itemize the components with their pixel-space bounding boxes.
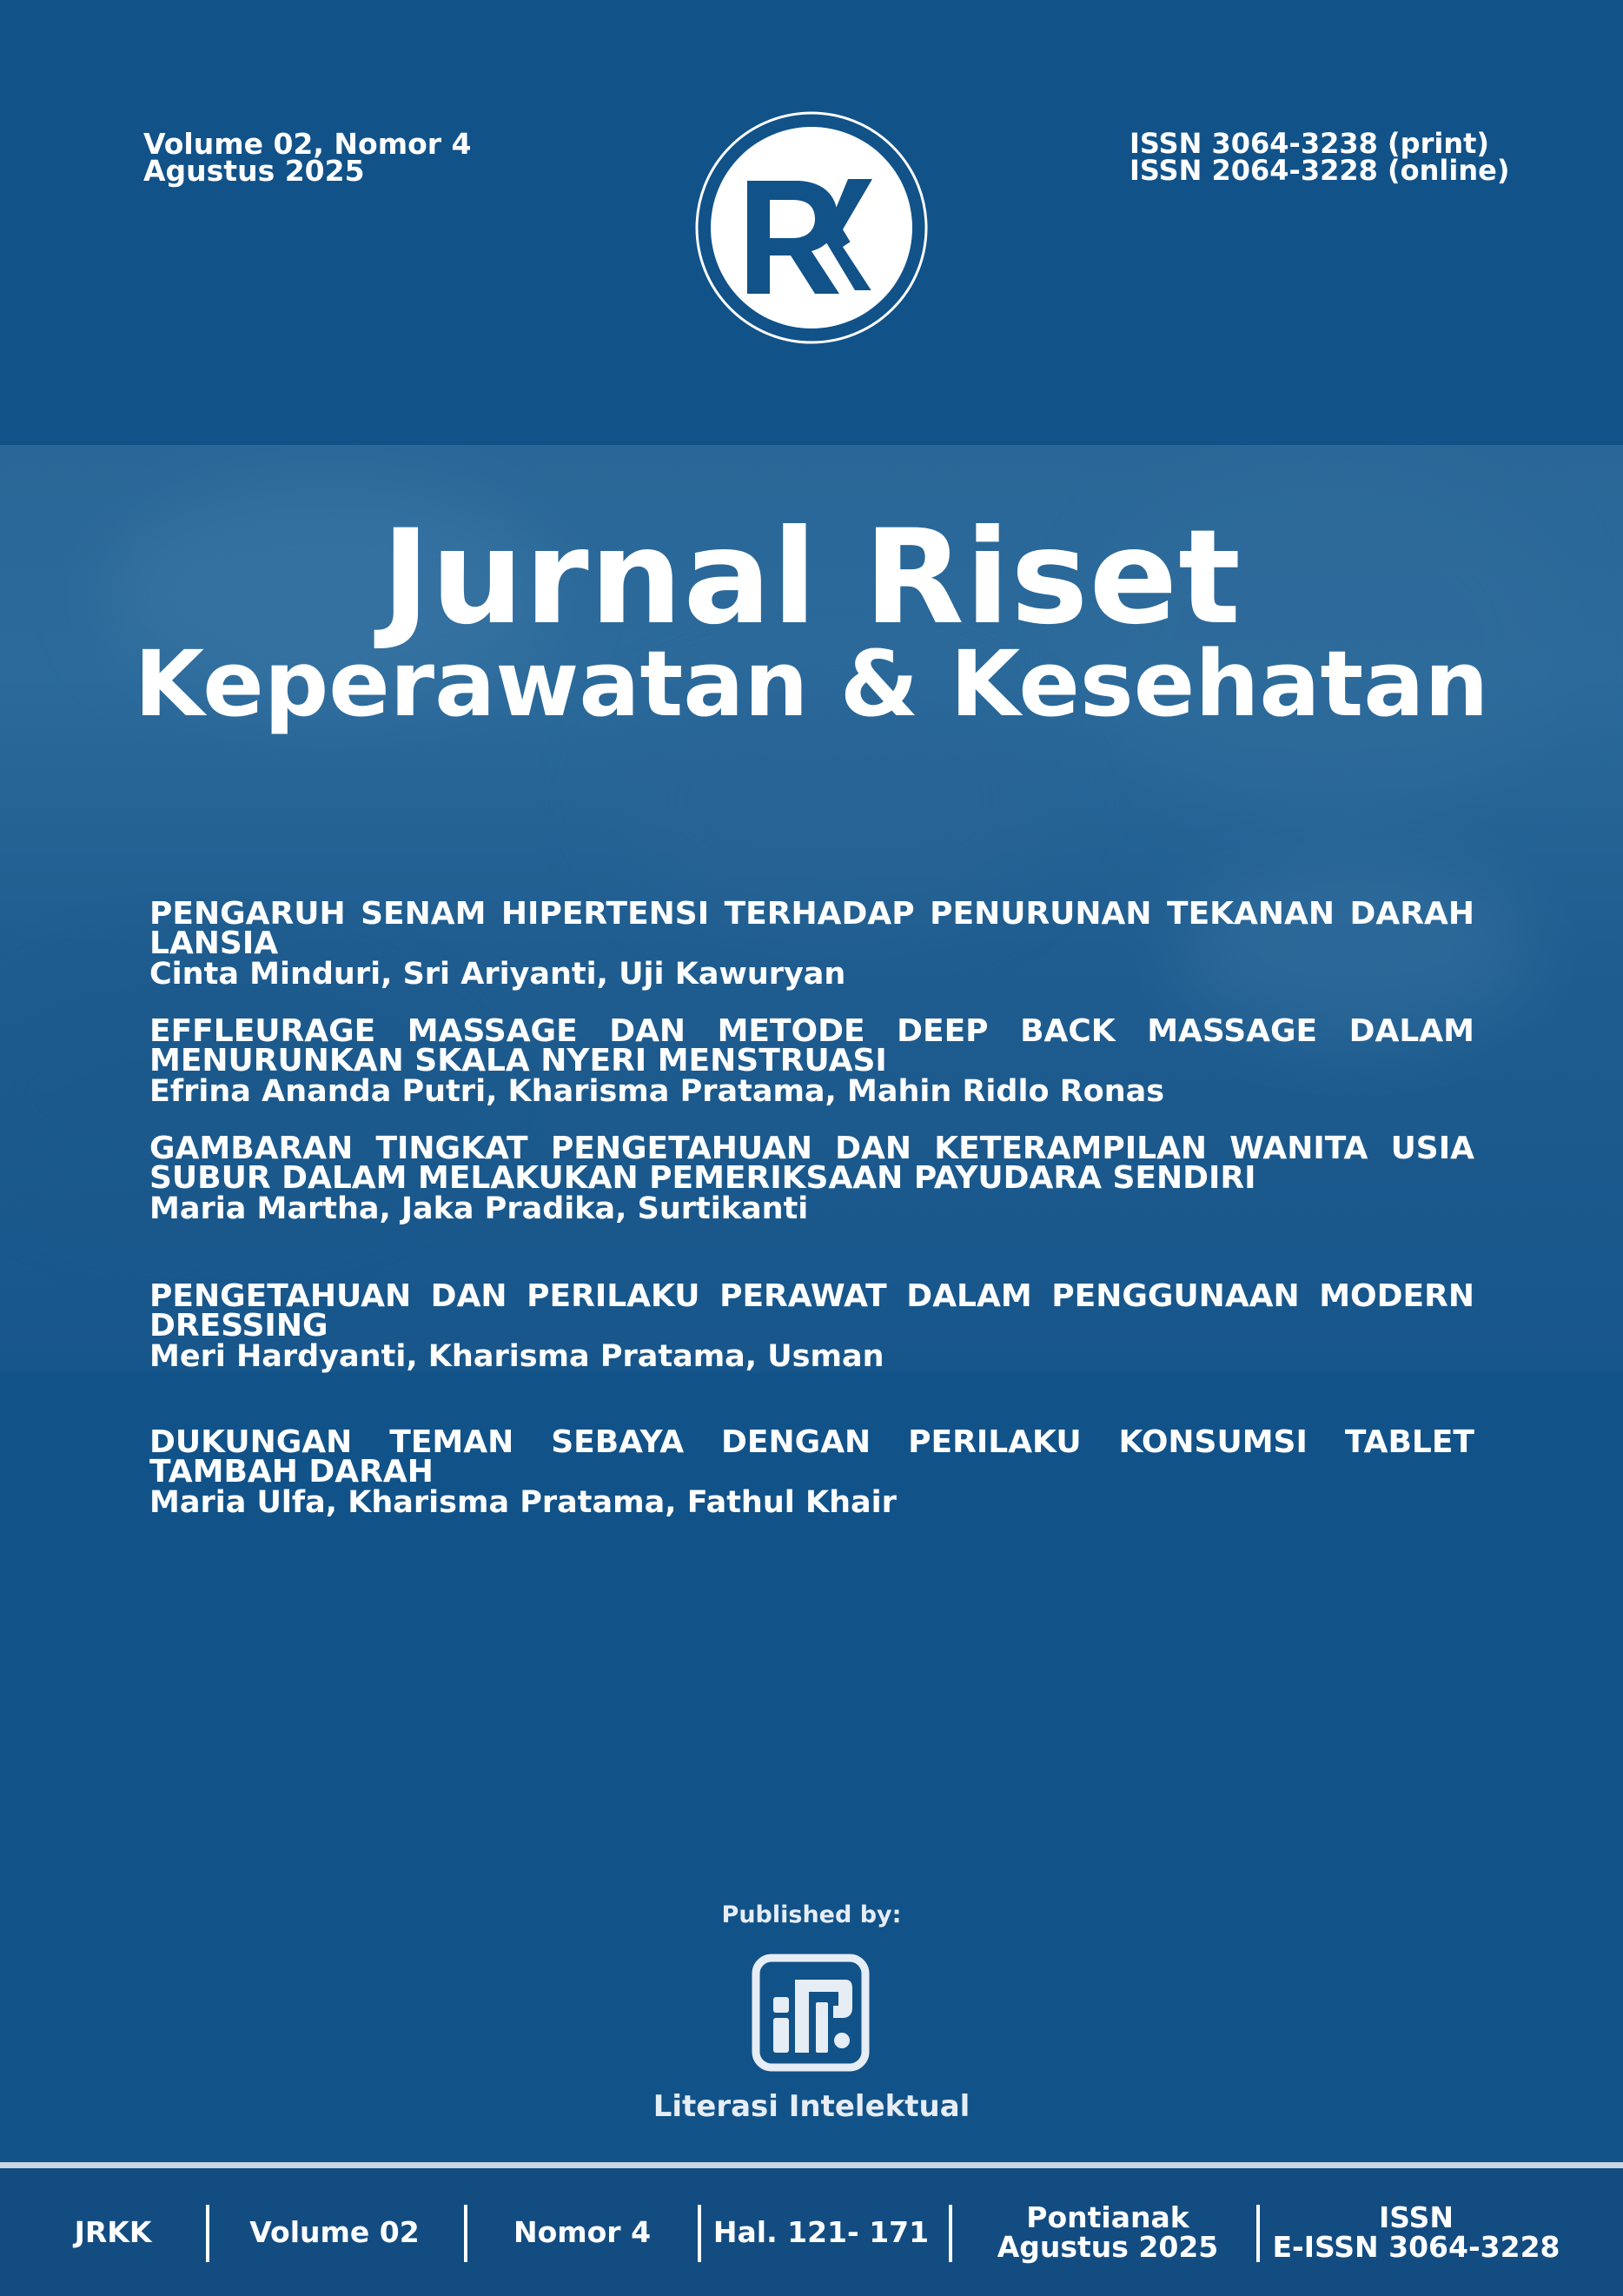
footer-separator xyxy=(698,2205,701,2262)
footer-bar xyxy=(0,2168,1623,2296)
literasi-intelektual-logo-icon xyxy=(752,1954,870,2072)
footer-separator xyxy=(1256,2205,1260,2262)
published-by-label: Published by: xyxy=(721,1901,902,1928)
footer-separator xyxy=(464,2205,467,2262)
article-item xyxy=(149,1424,1474,1520)
article-authors: Cinta Minduri, Sri Ariyanti, Uji Kawuryan xyxy=(149,957,846,992)
article-title: EFFLEURAGE MASSAGE DAN METODE DEEP BACK MASSAGE DALAM MENURUNKAN SKALA NYERI MENSTRUASI xyxy=(149,1013,1474,1078)
footer-date-text: Agustus 2025 xyxy=(997,2229,1219,2264)
footer-separator xyxy=(206,2205,209,2262)
issn-info xyxy=(1129,127,1510,187)
footer-divider xyxy=(0,2162,1623,2168)
article-authors: Maria Ulfa, Kharisma Pratama, Fathul Khair xyxy=(149,1485,897,1520)
footer-volume xyxy=(217,2168,452,2296)
article-title: GAMBARAN TINGKAT PENGETAHUAN DAN KETERAMPILAN WANITA USIA SUBUR DALAM MELAKUKAN PEMERIKSAAN PAYUDARA SENDIRI xyxy=(149,1131,1474,1196)
publisher-name: Literasi Intelektual xyxy=(653,2089,970,2124)
footer-journal-text: JRKK xyxy=(74,2214,152,2249)
footer-journal-abbrev xyxy=(35,2168,191,2296)
footer-place-date xyxy=(960,2168,1255,2296)
footer-number-text: Nomor 4 xyxy=(513,2214,652,2249)
issue-info xyxy=(143,127,472,188)
article-item xyxy=(149,1131,1474,1226)
journal-title: Jurnal Riset xyxy=(381,502,1242,654)
article-authors: Meri Hardyanti, Kharisma Pratama, Usman xyxy=(149,1339,884,1374)
footer-eissn-text: E-ISSN 3064-3228 xyxy=(1272,2229,1560,2264)
article-title: PENGETAHUAN DAN PERILAKU PERAWAT DALAM PENGGUNAAN MODERN DRESSING xyxy=(149,1278,1474,1344)
footer-city-text: Pontianak xyxy=(1026,2200,1189,2234)
article-item xyxy=(149,1278,1474,1374)
issue-date: Agustus 2025 xyxy=(143,154,365,188)
footer-volume-text: Volume 02 xyxy=(249,2214,420,2249)
article-item xyxy=(149,896,1474,992)
article-title: PENGARUH SENAM HIPERTENSI TERHADAP PENURUNAN TEKANAN DARAH LANSIA xyxy=(149,896,1474,961)
volume-number: Volume 02, Nomor 4 xyxy=(143,127,472,161)
article-item xyxy=(149,1013,1474,1109)
rk-monogram-logo-icon xyxy=(693,109,930,346)
article-authors: Efrina Ananda Putri, Kharisma Pratama, Mahin Ridlo Ronas xyxy=(149,1074,1165,1109)
article-authors: Maria Martha, Jaka Pradika, Surtikanti xyxy=(149,1191,809,1226)
journal-subtitle: Keperawatan & Kesehatan xyxy=(134,631,1489,737)
footer-number xyxy=(474,2168,691,2296)
footer-issn-label: ISSN xyxy=(1379,2200,1454,2234)
footer-pages xyxy=(708,2168,934,2296)
issn-online: ISSN 2064-3228 (online) xyxy=(1129,154,1510,187)
footer-separator xyxy=(949,2205,952,2262)
footer-pages-text: Hal. 121- 171 xyxy=(712,2214,930,2249)
issn-print: ISSN 3064-3238 (print) xyxy=(1129,127,1490,160)
footer-issn xyxy=(1269,2168,1564,2296)
article-title: DUKUNGAN TEMAN SEBAYA DENGAN PERILAKU KONSUMSI TABLET TAMBAH DARAH xyxy=(149,1424,1474,1490)
